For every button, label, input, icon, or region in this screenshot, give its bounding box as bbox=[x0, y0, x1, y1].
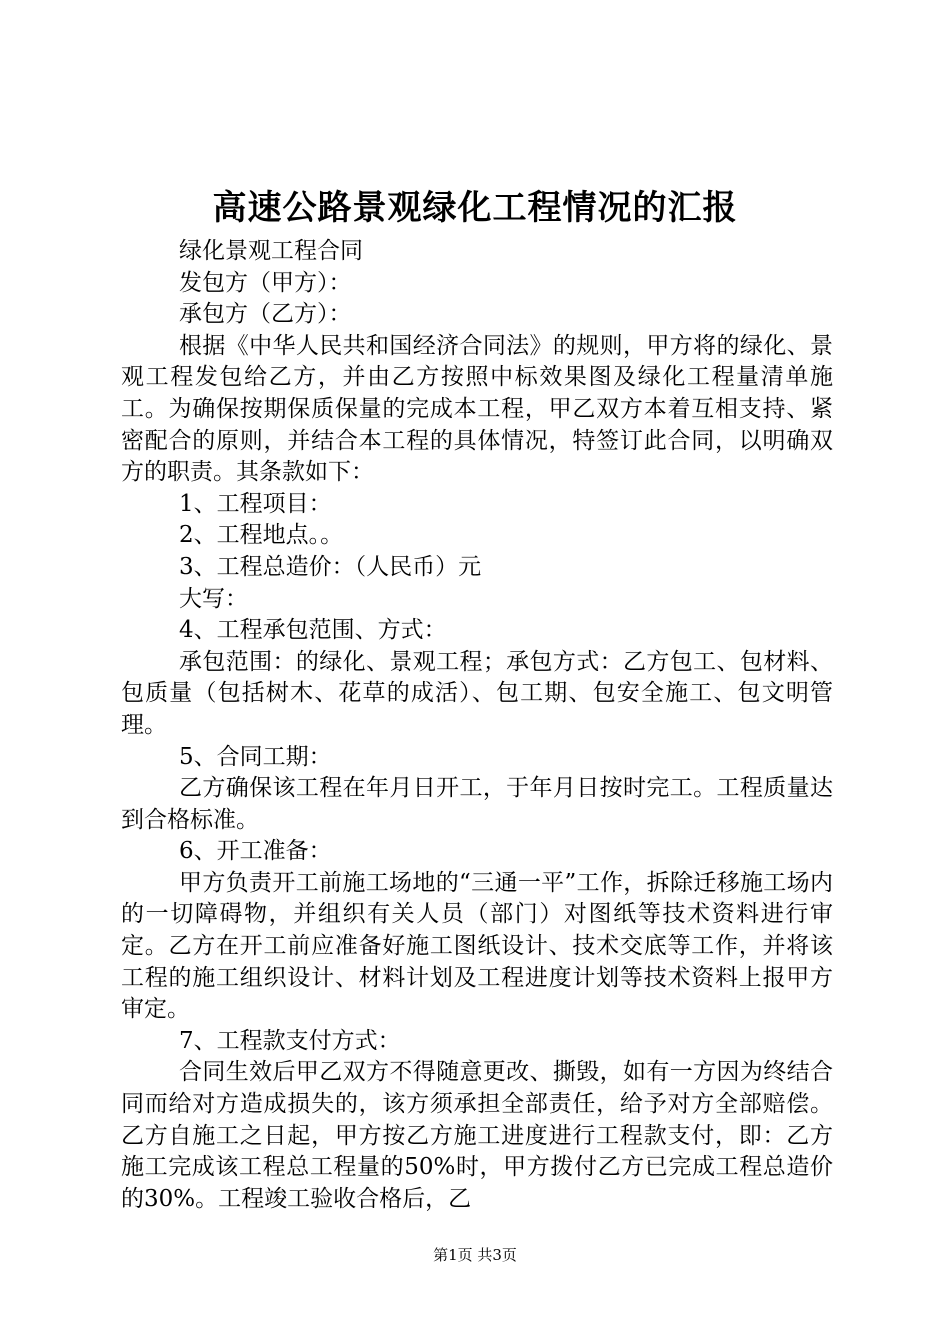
paragraph-party-b: 承包方（乙方）： bbox=[179, 301, 352, 328]
clause-1-heading: 1、工程项目： bbox=[179, 490, 332, 517]
page-footer: 第1页 共3页 bbox=[433, 1246, 517, 1264]
clause-4-body: 承包范围：的绿化、景观工程；承包方式：乙方包工、包材料、包质量（包括树木、花草的成活）、包工期、包安全施工、包文明管理。 bbox=[121, 648, 833, 738]
clause-5-body: 乙方确保该工程在年月日开工，于年月日按时完工。工程质量达到合格标准。 bbox=[121, 775, 833, 833]
clause-7-body: 合同生效后甲乙双方不得随意更改、撕毁，如有一方因为终结合同而给对方造成损失的，该方须承担全部责任，给予对方全部赔偿。乙方自施工之日起，甲方按乙方施工进度进行工程款支付，即：乙方施工完成该工程总工程量的50%时，甲方拨付乙方已完成工程总造价的30%。工程竣工验收合格后，乙 bbox=[121, 1059, 833, 1212]
paragraph-contract-name: 绿化景观工程合同 bbox=[179, 238, 363, 264]
document-body bbox=[121, 236, 833, 1215]
clause-6-heading: 6、开工准备： bbox=[179, 838, 332, 865]
clause-3-heading: 3、工程总造价：（人民币）元 bbox=[179, 553, 482, 580]
paragraph-party-a: 发包方（甲方）： bbox=[179, 269, 352, 296]
clause-2-heading: 2、工程地点。。 bbox=[179, 522, 344, 549]
clause-4-heading: 4、工程承包范围、方式： bbox=[179, 617, 447, 644]
document-title: 高速公路景观绿化工程情况的汇报 bbox=[212, 188, 738, 228]
clause-5-heading: 5、合同工期： bbox=[179, 743, 332, 770]
paragraph-preamble: 根据《中华人民共和国经济合同法》的规则，甲方将的绿化、景观工程发包给乙方，并由乙方按照中标效果图及绿化工程量清单施工。为确保按期保质保量的完成本工程，甲乙双方本着互相支持、紧密配合的原则，并结合本工程的具体情况，特签订此合同，以明确双方的职责。其条款如下： bbox=[121, 332, 833, 486]
clause-6-body: 甲方负责开工前施工场地的“三通一平”工作，拆除迁移施工场内的一切障碍物，并组织有关人员（部门）对图纸等技术资料进行审定。乙方在开工前应准备好施工图纸设计、技术交底等工作，并将该工程的施工组织设计、材料计划及工程进度计划等技术资料上报甲方审定。 bbox=[121, 869, 833, 1023]
paragraph-amount-words: 大写： bbox=[179, 585, 248, 612]
clause-7-heading: 7、工程款支付方式： bbox=[179, 1027, 401, 1054]
